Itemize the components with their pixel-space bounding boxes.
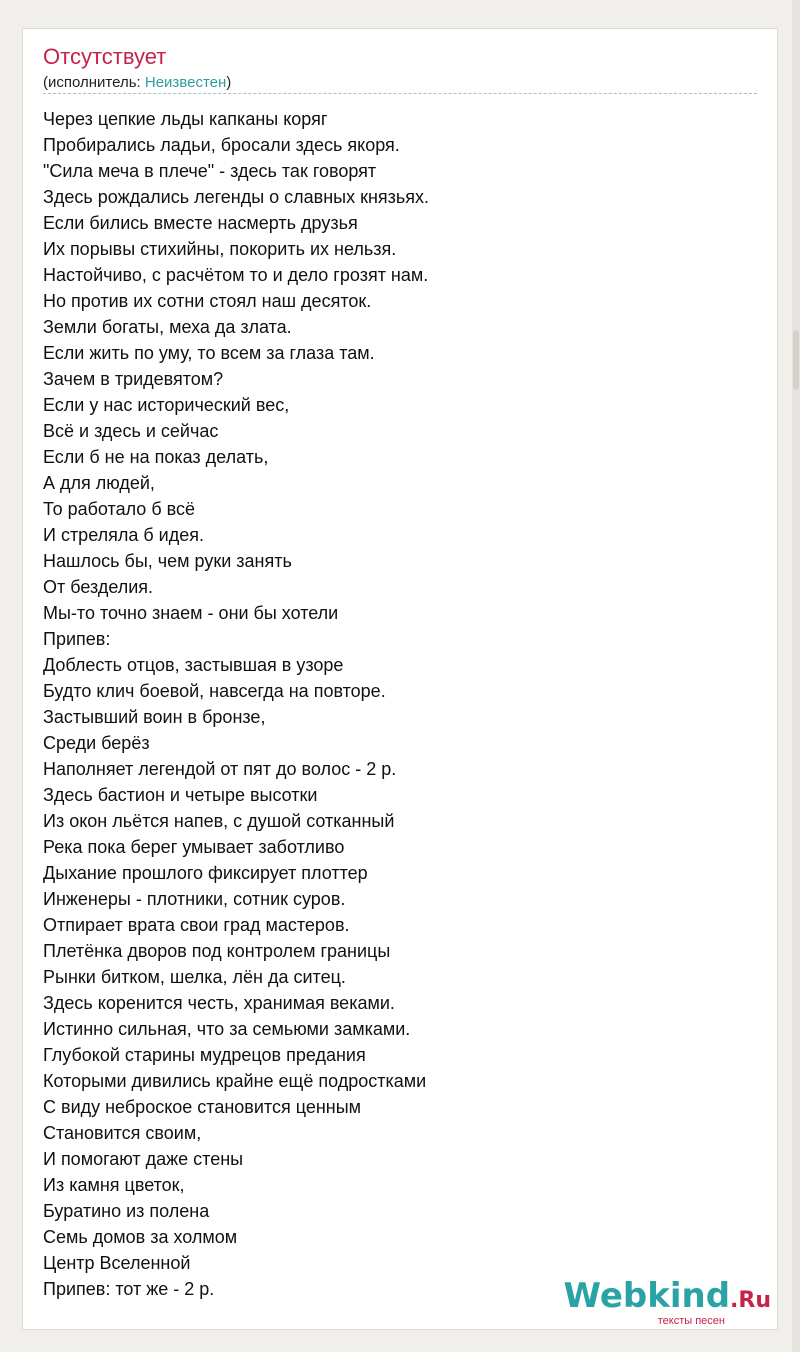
logo-tagline: тексты песен	[657, 1315, 725, 1327]
site-logo[interactable]	[564, 1278, 771, 1327]
logo-domain: .Ru	[730, 1288, 771, 1313]
lyric-line: Становится своим,	[43, 1123, 202, 1143]
lyric-line: Если жить по уму, то всем за глаза там.	[43, 343, 375, 363]
lyric-line: Отпирает врата свои град мастеров.	[43, 915, 350, 935]
lyric-line: Семь домов за холмом	[43, 1227, 238, 1247]
logo-main-text: Webkind	[563, 1276, 731, 1316]
lyric-line: Центр Вселенной	[43, 1253, 191, 1273]
lyric-line: Плетёнка дворов под контролем границы	[43, 941, 391, 961]
lyric-line: А для людей,	[43, 473, 155, 493]
artist-line	[43, 73, 231, 93]
lyric-line: Доблесть отцов, застывшая в узоре	[43, 655, 344, 675]
lyric-line: Инженеры - плотники, сотник суров.	[43, 889, 346, 909]
lyric-line: Которыми дивились крайне ещё подростками	[43, 1071, 427, 1091]
artist-suffix: )	[226, 74, 232, 91]
lyric-line: Будто клич боевой, навсегда на повторе.	[43, 681, 386, 701]
lyric-line: Истинно сильная, что за семьюми замками.	[43, 1019, 411, 1039]
lyric-line: Пробирались ладьи, бросали здесь якоря.	[43, 135, 400, 155]
lyric-line: Но против их сотни стоял наш десяток.	[43, 291, 372, 311]
lyric-line: От безделия.	[43, 577, 154, 597]
lyric-line: Глубокой старины мудрецов предания	[43, 1045, 366, 1065]
song-title: Отсутствует	[43, 44, 167, 69]
artist-link[interactable]: Неизвестен	[144, 74, 227, 91]
title-divider	[43, 93, 757, 94]
logo-wordmark	[564, 1278, 771, 1319]
lyric-line: Если б не на показ делать,	[43, 447, 269, 467]
lyric-line: Наполняет легендой от пят до волос - 2 р.	[43, 759, 397, 779]
lyric-line: Среди берёз	[43, 733, 150, 753]
lyric-line: Если у нас исторический вес,	[43, 395, 290, 415]
lyric-line: Припев:	[43, 629, 111, 649]
lyric-line: Их порывы стихийны, покорить их нельзя.	[43, 239, 397, 259]
lyric-line: Здесь коренится честь, хранимая веками.	[43, 993, 395, 1013]
lyric-line: Дыхание прошлого фиксирует плоттер	[43, 863, 368, 883]
lyric-line: Настойчиво, с расчётом то и дело грозят нам.	[43, 265, 429, 285]
artist-prefix: (исполнитель:	[43, 74, 145, 91]
lyric-line: Земли богаты, меха да злата.	[43, 317, 292, 337]
lyric-line: Буратино из полена	[43, 1201, 210, 1221]
lyric-line: То работало б всё	[43, 499, 195, 519]
lyric-line: Здесь бастион и четыре высотки	[43, 785, 318, 805]
lyric-line: И стреляла б идея.	[43, 525, 204, 545]
lyric-line: Из камня цветок,	[43, 1175, 185, 1195]
lyric-line: Застывший воин в бронзе,	[43, 707, 266, 727]
lyric-line: Нашлось бы, чем руки занять	[43, 551, 292, 571]
lyric-line: Река пока берег умывает заботливо	[43, 837, 345, 857]
lyric-line: Рынки битком, шелка, лён да ситец.	[43, 967, 346, 987]
lyrics-text	[43, 106, 429, 1302]
lyric-line: И помогают даже стены	[43, 1149, 244, 1169]
lyric-line: Всё и здесь и сейчас	[43, 421, 219, 441]
lyrics-card	[22, 28, 778, 1330]
lyric-line: Мы-то точно знаем - они бы хотели	[43, 603, 339, 623]
page-scrollbar-track[interactable]	[792, 0, 800, 1352]
page-scrollbar-thumb[interactable]	[793, 330, 799, 390]
lyric-line: Зачем в тридевятом?	[43, 369, 224, 389]
lyric-line: Из окон льётся напев, с душой сотканный	[43, 811, 395, 831]
lyric-line: С виду неброское становится ценным	[43, 1097, 362, 1117]
lyric-line: Здесь рождались легенды о славных князьях.	[43, 187, 430, 207]
lyric-line: Через цепкие льды капканы коряг	[43, 109, 328, 129]
lyric-line: Припев: тот же - 2 р.	[43, 1279, 215, 1299]
lyric-line: Если бились вместе насмерть друзья	[43, 213, 358, 233]
lyric-line: "Сила меча в плече" - здесь так говорят	[43, 161, 377, 181]
